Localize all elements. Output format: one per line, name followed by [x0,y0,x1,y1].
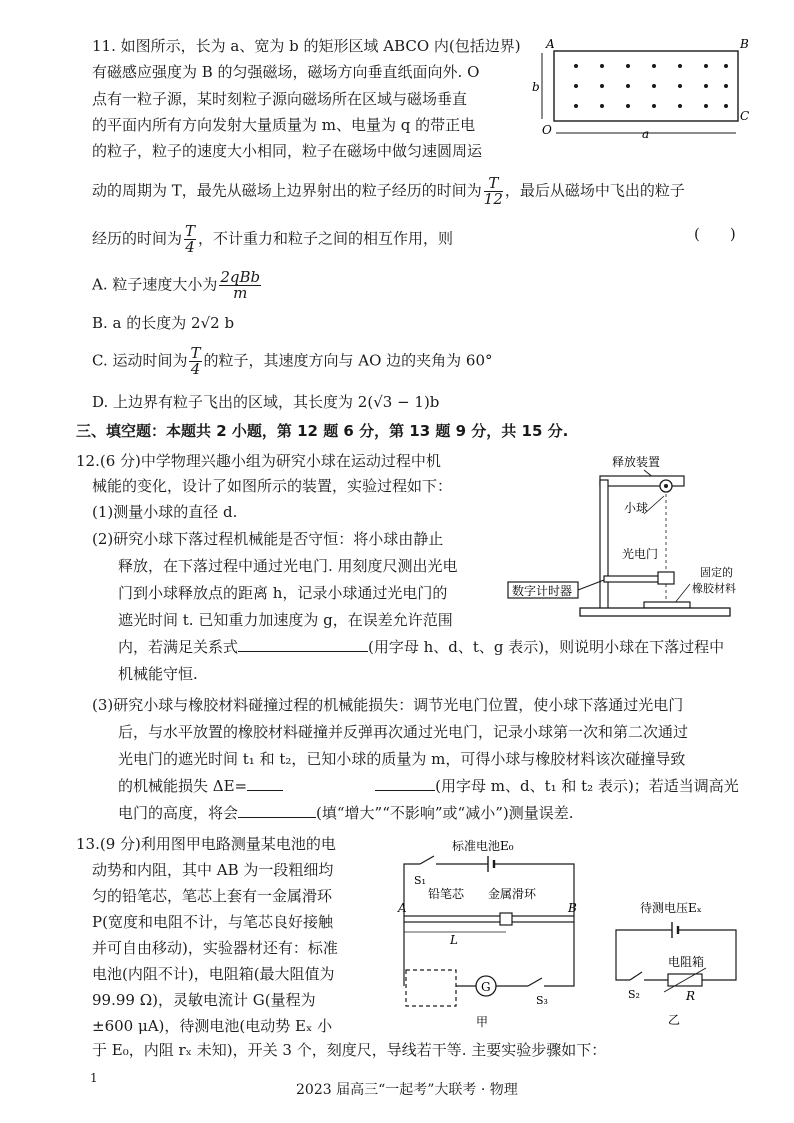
q13-line-2: 动势和内阻，其中 AB 为一段粗细均 [92,861,334,879]
q13-line-1: 13.(9 分)利用图甲电路测量某电池的电 [76,835,336,853]
pencil-core-bar [404,916,574,922]
label-width-b: b [532,80,540,94]
fraction-numerator: 2qBb [220,268,261,286]
page-mark: 1 [90,1071,98,1085]
fraction-numerator: T [484,176,503,192]
q12-line-9: 机械能守恒. [118,665,198,683]
label-r: R [686,989,696,1003]
label-standard-cell: 标准电池E₀ [452,839,514,853]
q11-line-4: 的平面内所有方向发射大量质量为 m、电量为 q 的带正电 [92,116,476,134]
q12-line-3: (1)测量小球的直径 d. [92,503,238,521]
q11-line-2: 有磁感应强度为 B 的匀强磁场，磁场方向垂直纸面向外. O [92,63,480,81]
label-rubber-2: 橡胶材料 [692,582,736,595]
caption-jia: 甲 [476,1015,489,1029]
footer-title: 2023 届高三“一起考”大联考 · 物理 [296,1082,518,1098]
q12-line-13 [118,776,739,796]
q12-line-4: (2)研究小球下落过程机械能是否守恒：将小球由静止 [92,530,444,548]
photo-gate-icon [658,572,674,584]
caption-yi: 乙 [668,1013,681,1027]
q13-line-8: ±600 μA)，待测电池(电动势 Eₓ 小 [92,1017,333,1035]
label-s3: S₃ [536,994,548,1007]
label-galvanometer: G [481,980,491,994]
q12-line-8 [118,637,724,657]
answer-blank-error[interactable] [238,817,316,818]
label-s2: S₂ [628,988,640,1001]
q11-line-6-b: ，最后从磁场中飞出的粒子 [504,181,685,200]
option-c-text-a: C. 运动时间为 [92,351,188,370]
label-b-end: B [568,901,577,915]
q13-line-7: 99.99 Ω)，灵敏电流计 G(量程为 [92,991,316,1009]
q12-line-13-b: (用字母 m、d、t₁ 和 t₂ 表示)；若适当调高光 [435,777,739,795]
label-release-device: 释放装置 [612,455,661,469]
q12-line-14-b: (填“增大”“不影响”或“减小”)测量误差. [316,804,574,822]
switch-s2-icon [630,972,642,980]
label-b-corner: B [740,37,749,51]
field-dots [574,64,728,108]
option-c-text-b: 的粒子，其速度方向与 AO 边的夹角为 60° [203,351,493,370]
q13-line-5: 并可自由移动)，实验器材还有：标准 [92,939,338,957]
q12-line-13-a: 的机械能损失 ΔE= [118,777,248,795]
q12-line-7: 遮光时间 t. 已知重力加速度为 g，在误差允许范围 [118,611,453,629]
option-c [92,346,493,377]
q12-line-1: 12.(6 分)中学物理兴趣小组为研究小球在运动过程中机 [76,452,441,470]
q11-line-1: 11. 如图所示，长为 a、宽为 b 的矩形区域 ABCO 内(包括边界) [92,37,521,55]
section-3-heading: 三、填空题：本题共 2 小题，第 12 题 6 分，第 13 题 9 分，共 15 分. [76,422,569,440]
option-a-text: A. 粒子速度大小为 [92,275,218,294]
circuit-jia-figure [392,836,588,1032]
answer-blank-relation[interactable] [238,651,368,652]
base-plate [580,608,730,616]
rubber-pad [644,602,690,608]
q12-line-6: 门到小球释放点的距离 h，记录小球通过光电门的 [118,584,448,602]
q13-line-9: 于 E₀，内阻 rₓ 未知)，开关 3 个，刻度尺，导线若干等. 主要实验步骤如下： [92,1041,607,1059]
label-photo-gate: 光电门 [622,547,659,561]
switch-s1-icon [420,856,434,864]
label-a-end: A [398,901,407,915]
stand-pole [600,480,608,610]
fraction-numerator: T [185,222,196,240]
magnetic-field-figure [528,36,758,140]
fraction-t-over-4 [189,346,201,377]
q12-line-11: 后，与水平放置的橡胶材料碰撞并反弹再次通过光电门，记录小球第一次和第二次通过 [118,723,689,741]
q12-line-5: 释放，在下落过程中通过光电门. 用刻度尺测出光电 [118,557,458,575]
field-rectangle [554,51,738,121]
q11-line-7-b: ，不计重力和粒子之间的相互作用，则 [198,229,454,248]
q11-line-7 [92,224,453,255]
q12-line-2: 械能的变化，设计了如图所示的装置，实验过程如下： [92,477,453,495]
fraction-denominator: m [233,284,248,302]
fraction-denominator: 4 [185,238,195,256]
circuit-yi-figure [606,896,752,1030]
sliding-ring-icon [500,913,512,925]
label-a-corner: A [546,37,555,51]
q11-line-3: 点有一粒子源，某时刻粒子源向磁场所在区域与磁场垂直 [92,90,468,108]
label-resistance-box: 电阻箱 [668,955,705,969]
q11-line-6 [92,176,685,207]
label-o-corner: O [542,123,552,137]
label-ball: 小球 [624,501,649,515]
label-length-a: a [642,127,650,140]
answer-paren: ( ) [694,225,736,243]
q13-line-3: 匀的铅笔芯，笔芯上套有一金属滑环 [92,887,333,905]
fraction-denominator: 12 [483,190,503,208]
q12-line-12: 光电门的遮光时间 t₁ 和 t₂，已知小球的质量为 m，可得小球与橡胶材料该次碰撞导致 [118,750,686,768]
q12-line-10: (3)研究小球与橡胶材料碰撞过程的机械能损失：调节光电门位置，使小球下落通过光电门 [92,696,684,714]
option-b: B. a 的长度为 2√2 b [92,314,235,332]
q12-line-14 [118,803,574,823]
q13-line-4: P(宽度和电阻不计，与笔芯良好接触 [92,913,333,931]
q11-line-7-a: 经历的时间为 [92,229,183,248]
label-length-l: L [450,933,458,947]
q13-line-6: 电池(内阻不计)，电阻箱(最大阻值为 [92,965,335,983]
q12-line-8-b: (用字母 h、d、t、g 表示)，则说明小球在下落过程中 [368,638,725,656]
label-rubber-1: 固定的 [700,566,733,579]
q12-line-14-a: 电门的高度，将会 [118,804,239,822]
fraction-denominator: 4 [190,360,201,378]
option-a [92,270,263,301]
drop-apparatus-figure [504,452,764,632]
fraction-numerator: T [190,344,201,362]
label-s1: S₁ [414,874,426,887]
unknown-box [406,970,456,1006]
q12-line-8-a: 内，若满足关系式 [118,638,239,656]
fraction-t-over-12 [484,176,503,207]
q11-line-6-a: 动的周期为 T，最先从磁场上边界射出的粒子经历的时间为 [92,181,482,200]
q11-line-5: 的粒子，粒子的速度大小相同，粒子在磁场中做匀速圆周运 [92,142,483,160]
answer-blank-delta-e-2[interactable] [375,790,435,791]
label-test-cell: 待测电压Eₓ [640,901,702,915]
label-metal-ring: 金属滑环 [488,887,537,901]
fraction-t-over-4 [184,224,196,255]
switch-s3-icon [528,978,542,986]
label-c-corner: C [740,109,750,123]
answer-blank-delta-e-1[interactable] [247,790,283,791]
gate-arm [604,576,662,582]
label-digital-timer: 数字计时器 [512,584,573,598]
fraction-velocity [219,270,261,301]
option-d: D. 上边界有粒子飞出的区域，其长度为 2(√3 − 1)b [92,393,440,411]
label-pencil-core: 铅笔芯 [428,887,465,901]
